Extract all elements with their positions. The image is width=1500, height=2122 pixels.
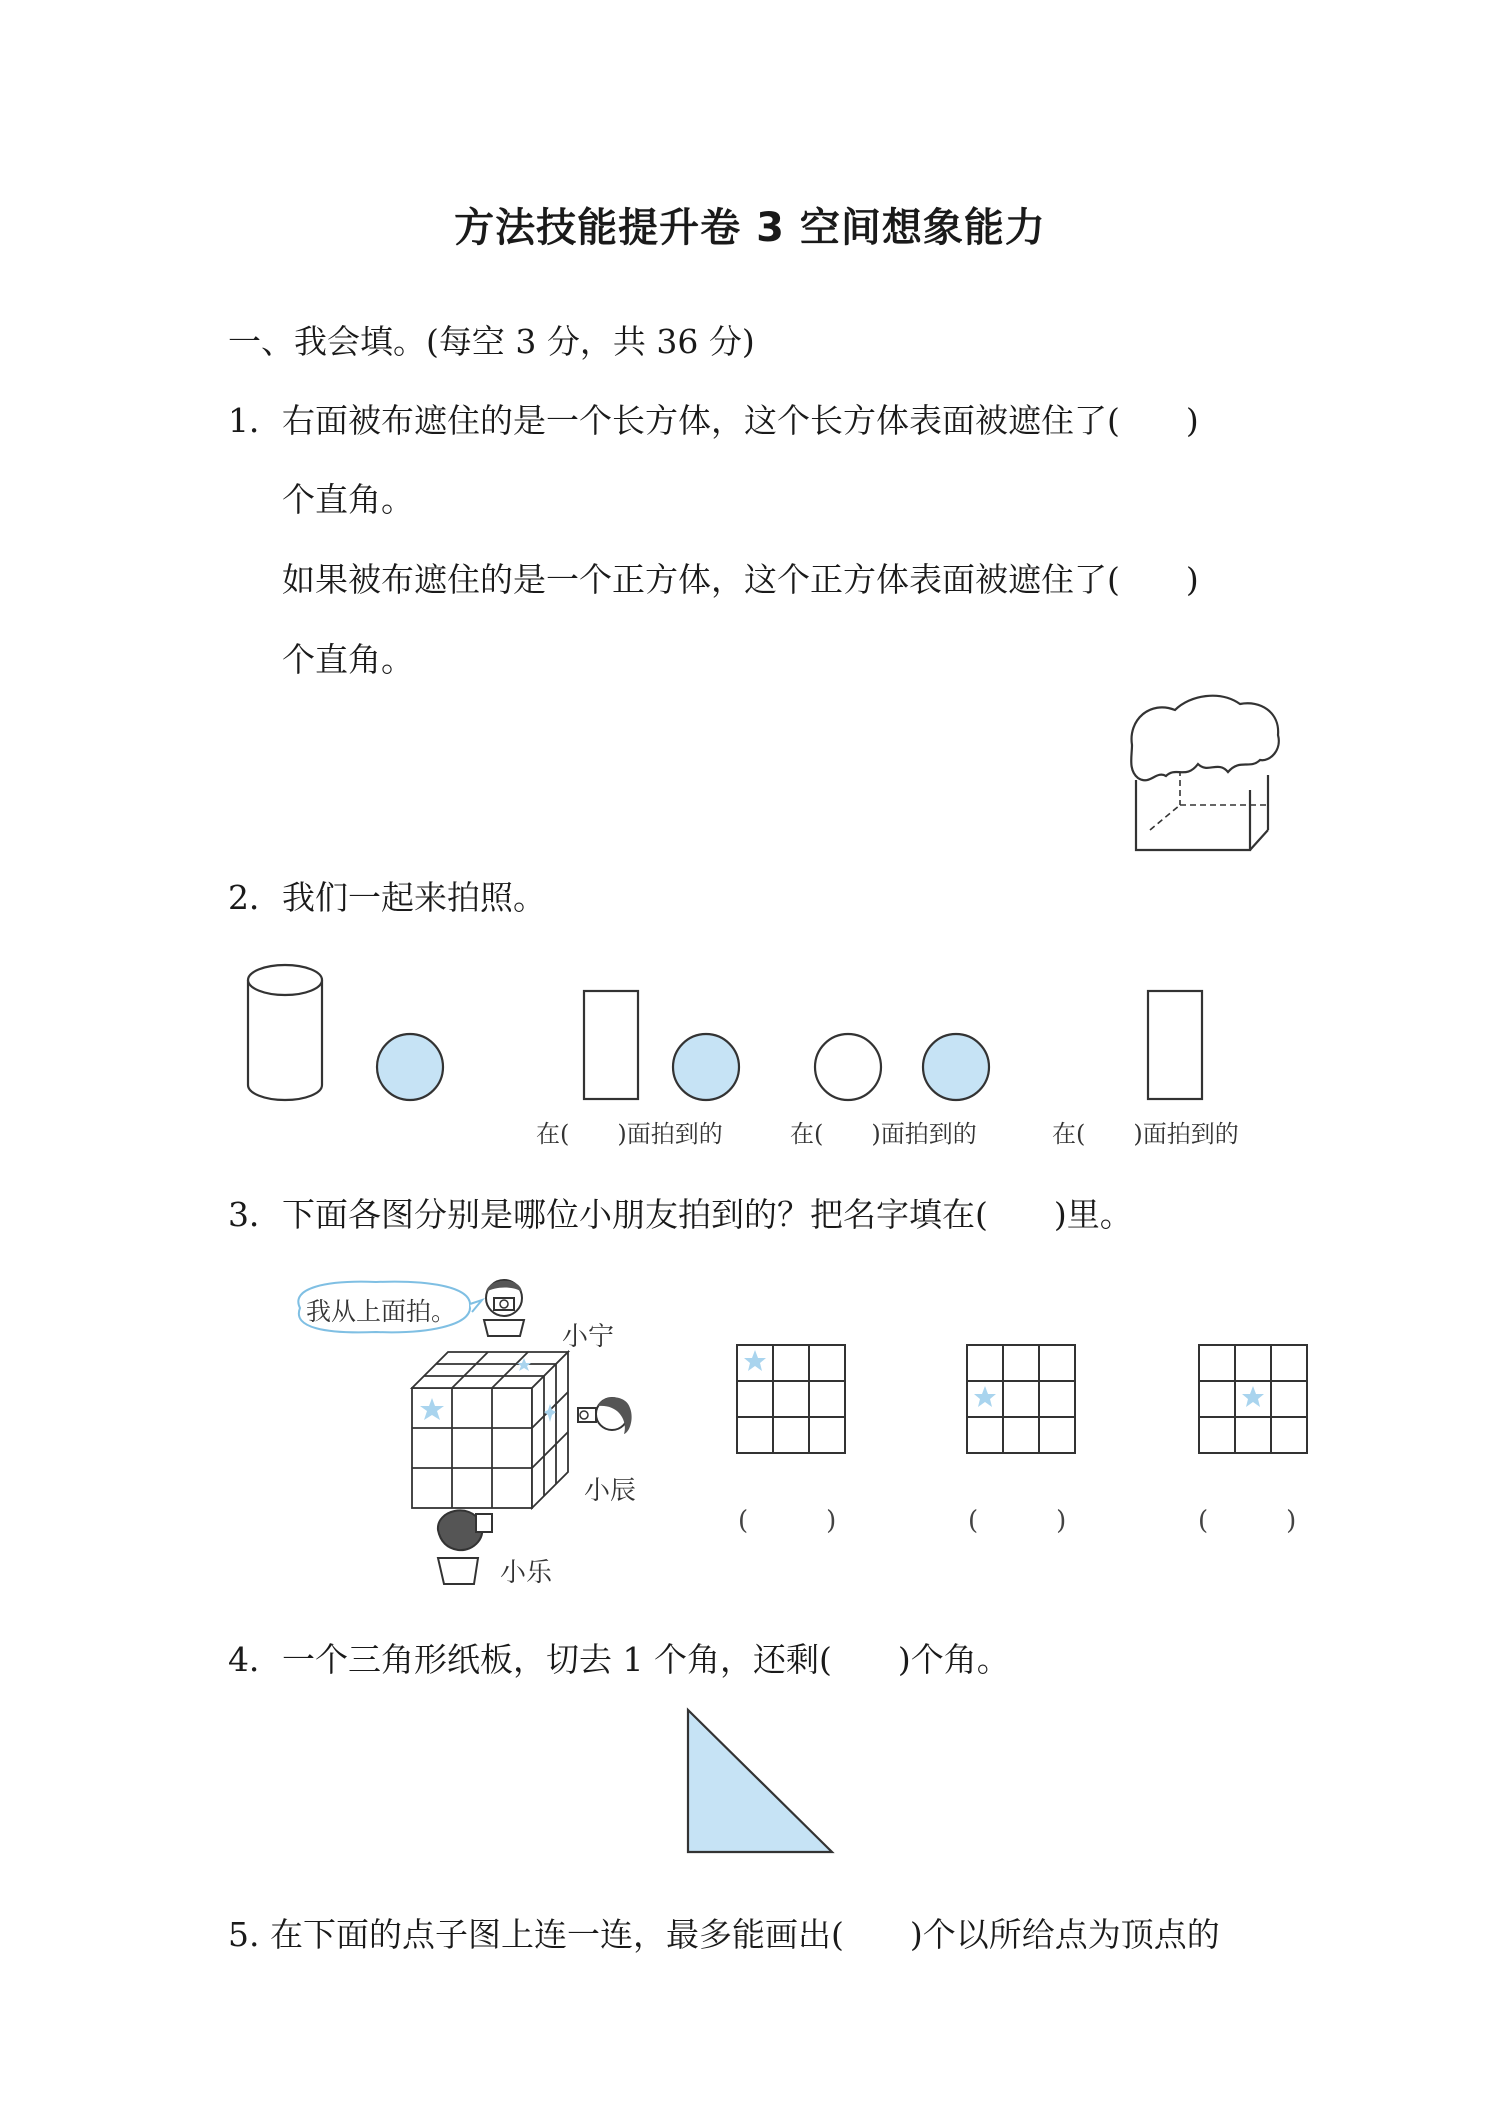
kid-xiaoning-icon [470,1270,540,1340]
q2-caption-1: 在( )面拍到的 [536,1120,723,1148]
name-xiaoning: 小宁 [562,1322,615,1352]
q5-text: 5. 在下面的点子图上连一连，最多能画出( )个以所给点为顶点的 [228,1915,1220,1954]
q2-caption-2: 在( )面拍到的 [790,1120,977,1148]
view-rectangle-2 [1148,991,1202,1099]
page-title: 方法技能提升卷 3 空间想象能力 [454,205,1046,251]
view-grid-1 [736,1344,848,1456]
q2-text: 2．我们一起来拍照。 [228,878,546,917]
view-circle-blue-2 [673,1034,739,1100]
speech-text: 我从上面拍。 [306,1297,457,1326]
view-circle-blue-1 [377,1034,443,1100]
cylinder-shape [248,965,322,1100]
q2-figures [240,955,1290,1115]
q1-line3: 如果被布遮住的是一个正方体，这个正方体表面被遮住了( ) [282,560,1199,599]
q4-text: 4．一个三角形纸板，切去 1 个角，还剩( )个角。 [228,1640,1010,1679]
q1-line4: 个直角。 [282,640,414,679]
view-grid-3 [1198,1344,1310,1456]
q2-caption-3: 在( )面拍到的 [1052,1120,1239,1148]
q3-blank-2[interactable]: ( ) [968,1506,1067,1536]
grid2-star-icon [974,1386,996,1407]
q1-line1: 1．右面被布遮住的是一个长方体，这个长方体表面被遮住了( ) [228,401,1199,440]
name-xiaole: 小乐 [500,1558,553,1588]
q1-line2: 个直角。 [282,480,414,519]
q3-text: 3．下面各图分别是哪位小朋友拍到的？把名字填在( )里。 [228,1195,1133,1234]
cube-3x3x3-figure [400,1340,580,1510]
view-circle-white [815,1034,881,1100]
section-heading: 一、我会填。(每空 3 分，共 36 分) [228,322,755,361]
view-grid-2 [966,1344,1078,1456]
name-xiaochen: 小辰 [584,1476,637,1506]
view-rectangle-1 [584,991,638,1099]
view-circle-blue-3 [923,1034,989,1100]
grid3-star-icon [1242,1386,1264,1407]
grid1-star-icon [744,1350,766,1371]
triangle-figure [680,1706,840,1856]
kid-xiaochen-icon [572,1388,642,1448]
kid-xiaole-icon [430,1500,510,1590]
covered-cuboid-figure [1120,690,1290,860]
q3-blank-1[interactable]: ( ) [738,1506,837,1536]
q3-blank-3[interactable]: ( ) [1198,1506,1297,1536]
